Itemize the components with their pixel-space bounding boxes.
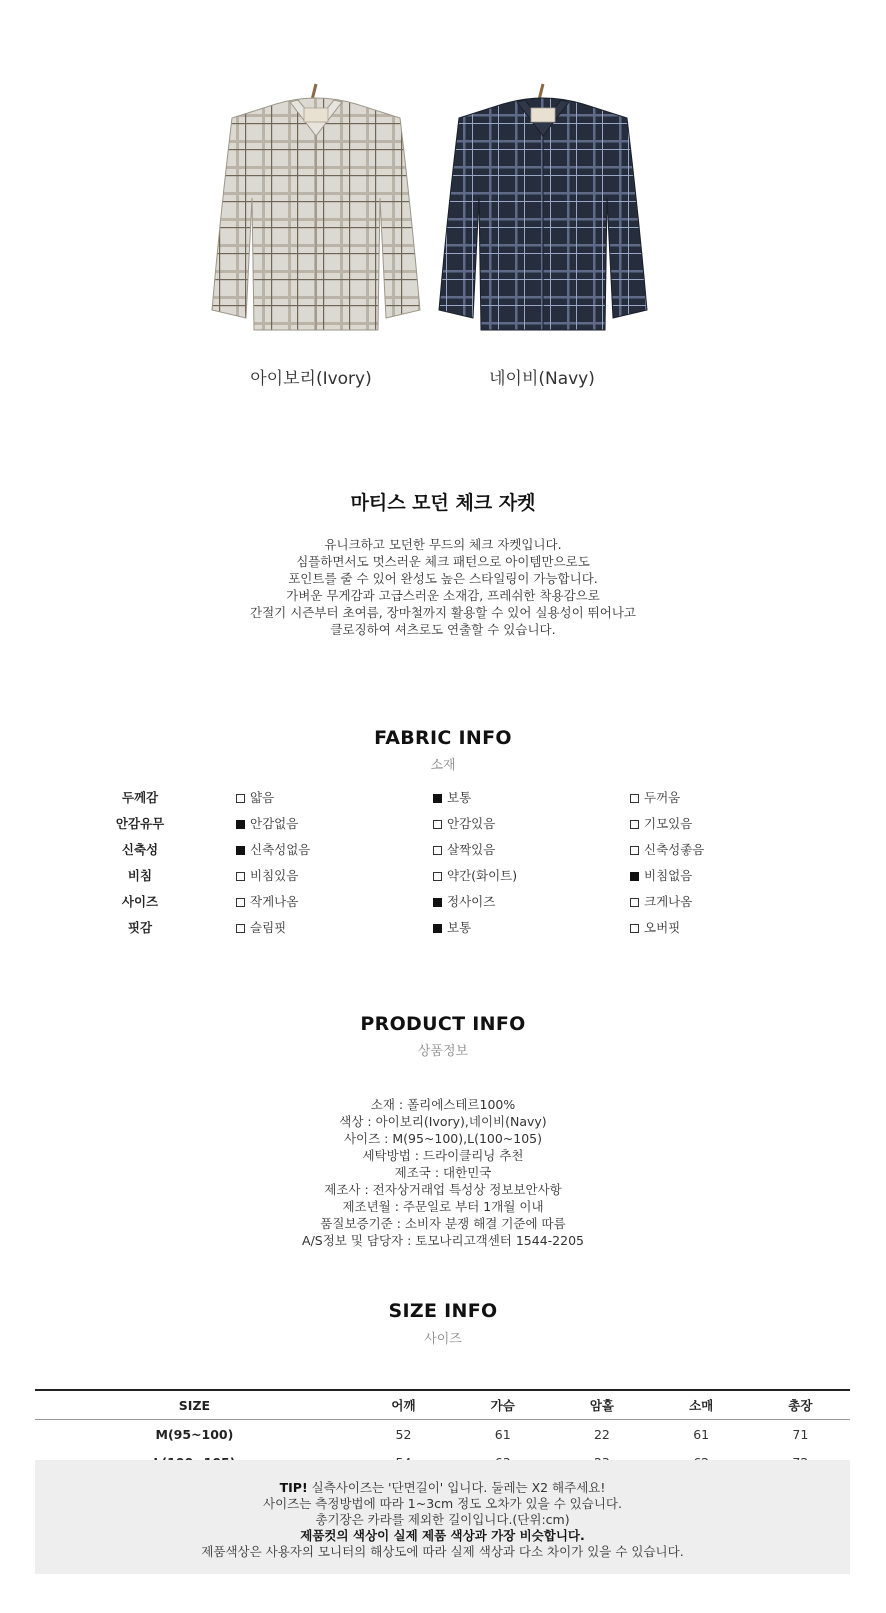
fabric-row [0, 814, 886, 840]
unchecked-box-icon [630, 924, 639, 933]
jacket-navy-illustration [427, 78, 659, 348]
unchecked-box-icon [433, 820, 442, 829]
fabric-option-text: 보통 [447, 790, 472, 805]
fabric-option-text: 슬림핏 [250, 920, 287, 935]
product-title: 마티스 모던 체크 자켓 [350, 492, 536, 514]
product-info-line: 제조국 : 대한민국 [394, 1165, 492, 1180]
fabric-option [433, 788, 471, 806]
fabric-option [630, 918, 680, 936]
fabric-option-text: 정사이즈 [447, 894, 496, 909]
size-cell: 22 [593, 1426, 610, 1442]
fabric-option-text: 비침있음 [250, 868, 299, 883]
product-info-line: 제조사 : 전자상거래업 특성상 정보보안사항 [324, 1182, 562, 1197]
fabric-option [236, 788, 274, 806]
description-line: 간절기 시즌부터 초여름, 장마철까지 활용할 수 있어 실용성이 뛰어나고 [250, 605, 636, 620]
product-info-title: PRODUCT INFO [360, 1013, 526, 1035]
fabric-option [236, 918, 286, 936]
unchecked-box-icon [630, 898, 639, 907]
unchecked-box-icon [236, 898, 245, 907]
fabric-option-text: 크게나옴 [644, 894, 693, 909]
fabric-info-subtitle: 소재 [430, 758, 456, 773]
fabric-row [0, 866, 886, 892]
unchecked-box-icon [433, 872, 442, 881]
unchecked-box-icon [630, 846, 639, 855]
fabric-row [0, 840, 886, 866]
fabric-option [630, 866, 692, 884]
fabric-option [236, 866, 298, 884]
fabric-row-label: 안감유무 [115, 816, 165, 831]
fabric-option [433, 814, 495, 832]
checked-box-icon [433, 924, 442, 933]
fabric-option-text: 신축성좋음 [644, 842, 705, 857]
size-cell: 61 [494, 1426, 511, 1442]
fabric-row-label: 사이즈 [121, 894, 159, 909]
fabric-row-label: 비침 [127, 868, 153, 883]
checked-box-icon [433, 794, 442, 803]
product-info-line: 품질보증기준 : 소비자 분쟁 해결 기준에 따름 [320, 1216, 566, 1231]
product-description [0, 536, 886, 638]
tip-emphasis: 제품컷의 색상이 실제 제품 색상과 가장 비슷합니다. [300, 1528, 585, 1543]
tip-label: TIP! [279, 1480, 308, 1495]
size-info-title: SIZE INFO [388, 1300, 498, 1322]
fabric-row-label: 두께감 [121, 790, 159, 805]
table-row [35, 1420, 850, 1449]
size-header-cell: 암홀 [552, 1390, 651, 1420]
fabric-option-text: 작게나옴 [250, 894, 299, 909]
fabric-row [0, 918, 886, 944]
fabric-option [630, 840, 704, 858]
product-info-line: 색상 : 아이보리(Ivory),네이비(Navy) [339, 1114, 547, 1129]
tip-text: 실측사이즈는 '단면길이' 입니다. 둘레는 X2 해주세요! [307, 1480, 606, 1495]
checked-box-icon [630, 872, 639, 881]
fabric-option [630, 892, 692, 910]
fabric-option [433, 840, 495, 858]
description-line: 클로징하여 셔츠로도 연출할 수 있습니다. [330, 622, 556, 637]
product-info-line: 사이즈 : M(95~100),L(100~105) [343, 1131, 543, 1146]
unchecked-box-icon [433, 846, 442, 855]
fabric-option-text: 기모있음 [644, 816, 693, 831]
tip-line: 제품색상은 사용자의 모니터의 해상도에 따라 실제 색상과 다소 차이가 있을 수 있습니다. [201, 1544, 684, 1559]
size-cell: 71 [792, 1426, 809, 1442]
fabric-option-text: 안감있음 [447, 816, 496, 831]
fabric-option-text: 얇음 [250, 790, 275, 805]
size-header-cell: SIZE [35, 1390, 354, 1420]
fabric-option-text: 보통 [447, 920, 472, 935]
description-line: 포인트를 줄 수 있어 완성도 높은 스타일링이 가능합니다. [288, 571, 598, 586]
size-header-cell: 총장 [751, 1390, 850, 1420]
product-info-subtitle: 상품정보 [417, 1044, 469, 1059]
fabric-info-title: FABRIC INFO [374, 727, 512, 749]
fabric-row-label: 핏감 [127, 920, 153, 935]
fabric-option [236, 840, 310, 858]
fabric-option [433, 866, 517, 884]
size-info-subtitle: 사이즈 [424, 1332, 462, 1347]
fabric-option-text: 약간(화이트) [447, 868, 518, 883]
checked-box-icon [236, 846, 245, 855]
fabric-option [433, 918, 471, 936]
product-image-ivory [200, 78, 432, 348]
tip-line [35, 1528, 850, 1544]
size-cell: 52 [395, 1426, 412, 1442]
size-header-cell: 어깨 [354, 1390, 453, 1420]
fabric-row [0, 788, 886, 814]
description-line: 가벼운 무게감과 고급스러운 소재감, 프레쉬한 착용감으로 [286, 588, 600, 603]
unchecked-box-icon [236, 924, 245, 933]
fabric-option-text: 오버핏 [644, 920, 681, 935]
product-image-navy [427, 78, 659, 348]
product-info-line: 세탁방법 : 드라이클리닝 추천 [362, 1148, 524, 1163]
description-line: 유니크하고 모던한 무드의 체크 자켓입니다. [324, 537, 562, 552]
size-header-cell: 소매 [652, 1390, 751, 1420]
fabric-option-text: 두꺼움 [644, 790, 681, 805]
fabric-option [236, 892, 298, 910]
checked-box-icon [433, 898, 442, 907]
fabric-option-text: 비침없음 [644, 868, 693, 883]
tip-line: 사이즈는 측정방법에 따라 1~3cm 정도 오차가 있을 수 있습니다. [263, 1496, 622, 1511]
size-table-header [35, 1390, 850, 1420]
product-info-line: 제조년월 : 주문일로 부터 1개월 이내 [342, 1199, 544, 1214]
unchecked-box-icon [236, 872, 245, 881]
tip-line: 총기장은 카라를 제외한 길이입니다.(단위:cm) [315, 1512, 570, 1527]
fabric-option [630, 814, 692, 832]
unchecked-box-icon [630, 794, 639, 803]
color-label-navy: 네이비(Navy) [489, 369, 595, 389]
product-info-line: A/S정보 및 담당자 : 토모나리고객센터 1544-2205 [302, 1233, 584, 1248]
checked-box-icon [236, 820, 245, 829]
fabric-option [236, 814, 298, 832]
tip-line [35, 1480, 850, 1496]
color-label-ivory: 아이보리(Ivory) [250, 369, 372, 389]
product-info-list [0, 1096, 886, 1249]
size-cell: M(95~100) [155, 1426, 234, 1442]
fabric-option [630, 788, 680, 806]
fabric-option-text: 살짝있음 [447, 842, 496, 857]
fabric-row-label: 신축성 [121, 842, 159, 857]
fabric-row [0, 892, 886, 918]
size-header-cell: 가슴 [453, 1390, 552, 1420]
fabric-option [433, 892, 495, 910]
product-info-line: 소재 : 폴리에스테르100% [370, 1097, 516, 1112]
description-line: 심플하면서도 멋스러운 체크 패턴으로 아이템만으로도 [296, 554, 590, 569]
unchecked-box-icon [236, 794, 245, 803]
tip-box [35, 1460, 850, 1574]
jacket-ivory-illustration [200, 78, 432, 348]
size-cell: 61 [693, 1426, 710, 1442]
fabric-option-text: 신축성없음 [250, 842, 311, 857]
fabric-option-text: 안감없음 [250, 816, 299, 831]
unchecked-box-icon [630, 820, 639, 829]
